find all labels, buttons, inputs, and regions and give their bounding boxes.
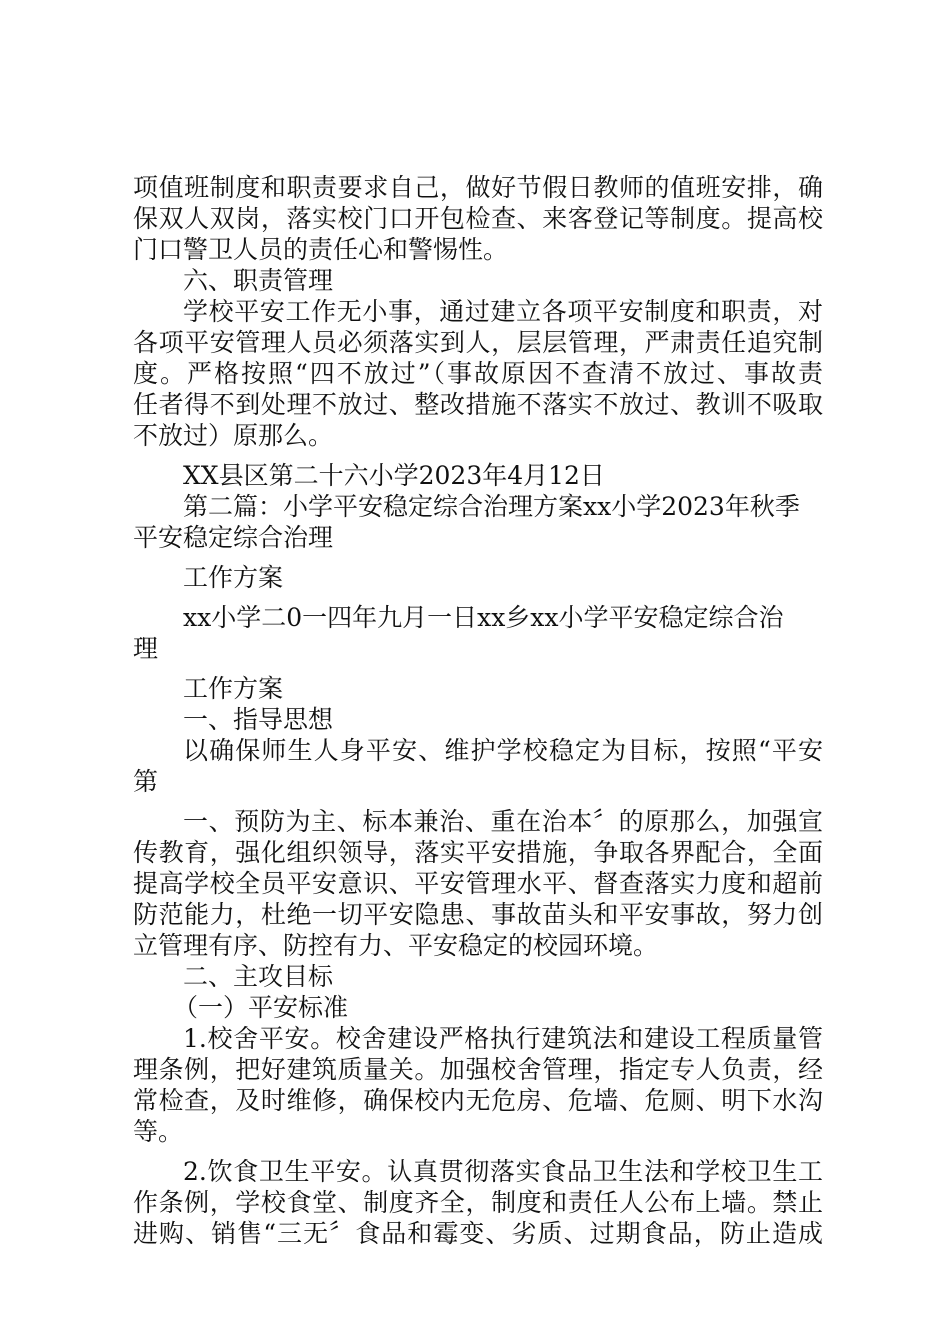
text-line: 理: [133, 634, 159, 663]
text-line: 保双人双岗，落实校门口开包检查、来客登记等制度。提高校: [133, 204, 823, 233]
text-line: 立管理有序、防控有力、平安稳定的校园环境。: [133, 931, 659, 960]
text-line: 一、预防为主、标本兼治、重在治本〞的原那么，加强宣: [183, 807, 823, 836]
chapter-title: 第二篇：小学平安稳定综合治理方案xx小学2023年秋季: [183, 492, 800, 521]
text-line: 工作方案: [183, 674, 284, 703]
text-line: xx小学二0一四年九月一日xx乡xx小学平安稳定综合治: [183, 603, 784, 632]
section-heading: 一、指导思想: [183, 705, 334, 734]
text-line: 各项平安管理人员必须落实到人，层层管理，严肃责任追究制: [133, 328, 823, 357]
text-line: 等。: [133, 1117, 184, 1146]
section-heading: 二、主攻目标: [183, 962, 334, 991]
text-line: 任者得不到处理不放过、整改措施不落实不放过、教训不吸取: [133, 390, 823, 419]
text-line: 进购、销售“三无〞食品和霉变、劣质、过期食品，防止造成: [133, 1219, 823, 1248]
text-line: 防范能力，杜绝一切平安隐患、事故苗头和平安事故，努力创: [133, 900, 823, 929]
text-line: 1.校舍平安。校舍建设严格执行建筑法和建设工程质量管: [183, 1024, 823, 1053]
text-line: 不放过）原那么。: [133, 421, 334, 450]
text-line: 常检查，及时维修，确保校内无危房、危墙、危厕、明下水沟: [133, 1086, 823, 1115]
signature-line: XX县区第二十六小学2023年4月12日: [183, 461, 605, 490]
text-line: 理条例，把好建筑质量关。加强校舍管理，指定专人负责，经: [133, 1055, 823, 1084]
text-line: 工作方案: [183, 563, 284, 592]
text-line: 作条例，学校食堂、制度齐全，制度和责任人公布上墙。禁止: [133, 1188, 823, 1217]
text-line: 第: [133, 767, 159, 796]
text-line: 学校平安工作无小事，通过建立各项平安制度和职责，对: [183, 297, 823, 326]
text-line: 提高学校全员平安意识、平安管理水平、督查落实力度和超前: [133, 869, 823, 898]
document-body: [133, 172, 823, 1249]
text-line: 2.饮食卫生平安。认真贯彻落实食品卫生法和学校卫生工: [183, 1157, 823, 1186]
text-line: 门口警卫人员的责任心和警惕性。: [133, 235, 509, 264]
text-line: 传教育，强化组织领导，落实平安措施，争取各界配合，全面: [133, 838, 823, 867]
chapter-title-cont: 平安稳定综合治理: [133, 523, 334, 552]
text-line: 以确保师生人身平安、维护学校稳定为目标，按照“平安: [183, 736, 823, 765]
section-heading: 六、职责管理: [183, 266, 334, 295]
subsection-heading: （一）平安标准: [173, 993, 349, 1022]
text-line: 项值班制度和职责要求自己，做好节假日教师的值班安排，确: [133, 173, 823, 202]
text-line: 度。严格按照“四不放过”（事故原因不查清不放过、事故责: [133, 359, 823, 388]
